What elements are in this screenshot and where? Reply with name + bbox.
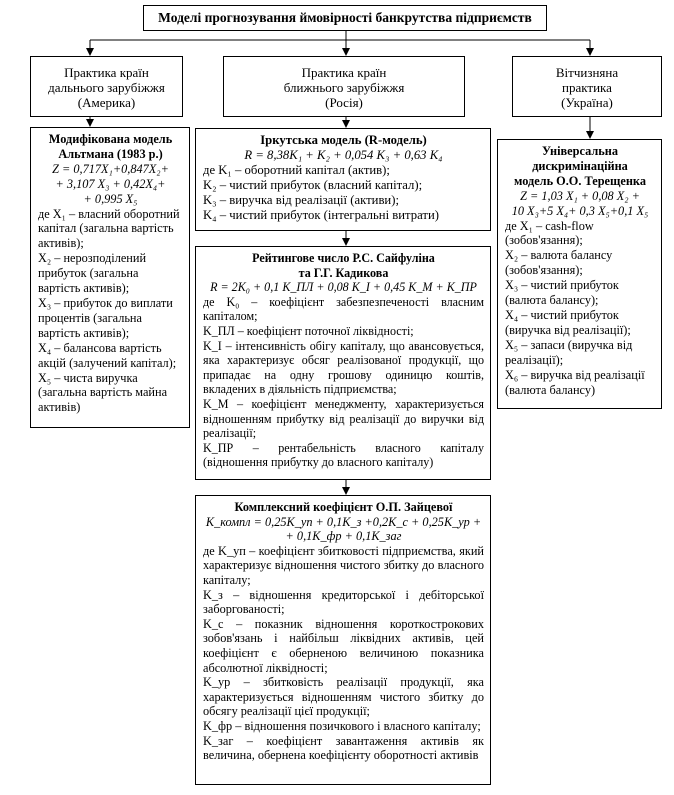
variable-definition: де K₀ – коефіцієнт забезпезпеченості власним капіталом; bbox=[203, 294, 484, 324]
variable-definition: де K_уп – коефіцієнт збитковості підприємства, який характеризує відношення чистого збитку до власного капіталу; bbox=[203, 543, 484, 587]
diagram-title: Моделі прогнозування ймовірності банкрутства підприємств bbox=[143, 5, 547, 31]
model-title: Рейтингове число Р.С. Сайфуліна bbox=[252, 251, 435, 265]
variable-definition: K_з – відношення кредиторської і дебіторської заборгованості; bbox=[203, 587, 484, 617]
irkutsk-model-box bbox=[195, 128, 491, 231]
variable-definition: K_ур – збитковість реалізації продукції, яка характеризується відношенням чистого збитку до обсягу реалізації цієї продукції; bbox=[203, 675, 484, 719]
model-title: модель О.О. Терещенка bbox=[514, 173, 646, 188]
variable-definition: K_фр – відношення позичкового і власного капіталу; bbox=[203, 718, 481, 733]
category-america bbox=[30, 56, 183, 117]
model-title: та Г.Г. Кадикова bbox=[298, 265, 389, 280]
model-title: дискримінаційна bbox=[532, 158, 628, 173]
model-formula: + 0,995 X₅ bbox=[83, 191, 138, 206]
category-america-line: (Америка) bbox=[77, 95, 136, 110]
category-ukraine bbox=[512, 56, 662, 117]
category-ukraine-line: Вітчизняна bbox=[555, 65, 619, 80]
variable-definition: K_заг – коефіцієнт завантаження активів як величина, обернена коефіцієнту оборотності активів bbox=[203, 733, 484, 763]
category-russia-line: (Росія) bbox=[325, 95, 363, 110]
variable-definition: де X₁ – власний оборотний капітал (загальна вартість активів); bbox=[38, 206, 180, 251]
variable-definition: X₅ – запаси (виручка від реалізації); bbox=[505, 337, 633, 367]
variable-definition: X₄ – чистий прибуток (виручка від реалізації); bbox=[505, 307, 631, 337]
model-formula: K_компл = 0,25K_уп + 0,1K_з +0,2K_с + 0,25K_ур + bbox=[205, 514, 482, 529]
category-ukraine-line: практика bbox=[562, 80, 612, 95]
variable-definition: X₆ – виручка від реалізації (валюта балансу) bbox=[505, 367, 645, 397]
variable-definition: K₂ – чистий прибуток (власний капітал); bbox=[203, 177, 423, 192]
model-title: Іркутська модель (R-модель) bbox=[260, 133, 427, 147]
variable-definition: K_ПЛ – коефіцієнт поточної ліквідності; bbox=[203, 323, 414, 338]
model-formula: Z = 0,717X₁+0,847X₂+ bbox=[52, 161, 169, 176]
variable-definition: де K₁ – оборотний капітал (актив); bbox=[203, 162, 390, 177]
variable-definition: X₂ – валюта балансу (зобов'язання); bbox=[505, 248, 613, 278]
variable-definition: X₂ – нерозподілений прибуток (загальна вартість активів); bbox=[38, 251, 147, 296]
saifulin-model-box bbox=[195, 246, 491, 480]
model-formula: R = 8,38K₁ + K₂ + 0,054 K₃ + 0,63 K₄ bbox=[244, 147, 443, 162]
model-formula: + 0,1K_фр + 0,1K_заг bbox=[285, 529, 402, 544]
model-formula: + 3,107 X₃ + 0,42X₄+ bbox=[55, 176, 166, 191]
category-russia-line: ближнього зарубіжжя bbox=[283, 80, 405, 95]
zaitseva-model-box bbox=[195, 495, 491, 785]
variable-definition: X₃ – прибуток до виплати процентів (загальна вартість активів); bbox=[38, 295, 173, 340]
variable-definition: X₄ – балансова вартість акцій (залучений капітал); bbox=[38, 340, 177, 370]
model-formula: Z = 1,03 X₁ + 0,08 X₂ + bbox=[520, 188, 640, 203]
category-russia-line: Практика країн bbox=[301, 65, 387, 80]
model-title: Альтмана (1983 р.) bbox=[58, 146, 163, 161]
variable-definition: K₄ – чистий прибуток (інтегральні витрати) bbox=[203, 207, 439, 222]
category-ukraine-line: (Україна) bbox=[561, 95, 613, 110]
category-america-line: дальнього зарубіжжя bbox=[48, 80, 165, 95]
model-title: Комплексний коефіцієнт О.П. Зайцевої bbox=[234, 500, 453, 514]
altman-model-box bbox=[30, 127, 190, 428]
variable-definition: X₃ – чистий прибуток (валюта балансу); bbox=[505, 278, 619, 308]
model-title: Універсальна bbox=[542, 144, 618, 158]
model-title: Модифікована модель bbox=[48, 132, 173, 146]
variable-definition: K_I – інтенсивність обігу капіталу, що авансовується, яка характеризує обсяг реалізованої продукції, що припадає на одну грошову одиницю коштів, вкладених в діяльність підприємства; bbox=[203, 338, 484, 397]
variable-definition: де X₁ – cash-flow (зобов'язання); bbox=[505, 218, 594, 248]
variable-definition: K_M – коефіцієнт менеджменту, характеризується відношенням прибутку від реалізації до виручки від реалізації; bbox=[203, 396, 484, 441]
variable-definition: X₅ – чиста виручка (загальна вартість майна активів) bbox=[38, 370, 168, 415]
category-america-line: Практика країн bbox=[64, 65, 149, 80]
variable-definition: K_ПР – рентабельність власного капіталу (відношення прибутку до власного капіталу) bbox=[203, 440, 484, 470]
variable-definition: K_с – показник відношення короткострокових зобов'язань і найбільш ліквідних активів, цей коефіцієнт є оберненою величиною показника абсолютної ліквідності; bbox=[203, 616, 484, 675]
variable-definition: K₃ – виручка від реалізації (активи); bbox=[203, 192, 399, 207]
model-formula: 10 X₃+5 X₄+ 0,3 X₅+0,1 X₅ bbox=[511, 203, 649, 218]
model-formula: R = 2K₀ + 0,1 K_ПЛ + 0,08 K_I + 0,45 K_M + K_ПР bbox=[210, 280, 477, 295]
category-russia bbox=[223, 56, 465, 117]
tereshchenko-model-box bbox=[497, 139, 662, 409]
